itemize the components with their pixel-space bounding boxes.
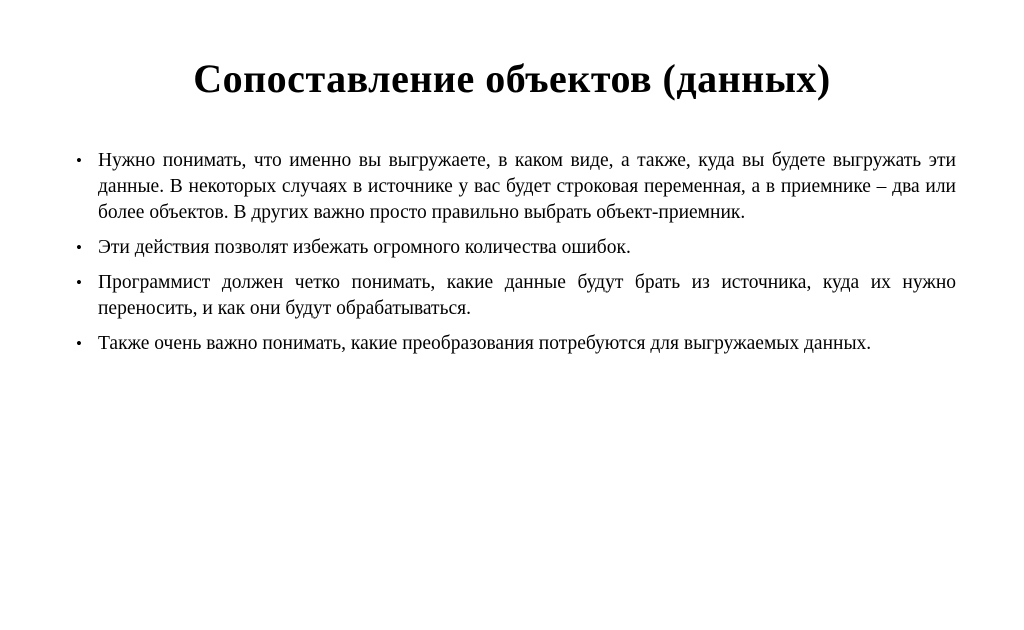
presentation-slide [0,56,1024,630]
bullet-icon: • [76,151,82,170]
slide-title: Сопоставление объектов (данных) [193,56,831,101]
bullet-text: Нужно понимать, что именно вы выгружаете, в каком виде, а также, куда вы будете выгружать эти данные. В некоторых случаях в источнике у вас будет строковая переменная, а в приемнике – два или более объектов. В других важно просто правильно выбрать объект-приемник. [98,150,956,223]
bullet-icon: • [76,273,82,292]
bullet-item [76,148,956,226]
bullet-item [76,235,956,261]
bullet-icon: • [76,334,82,353]
bullet-text: Программист должен четко понимать, какие данные будут брать из источника, куда их нужно переносить, и как они будут обрабатываться. [98,272,956,319]
bullet-text: Эти действия позволят избежать огромного количества ошибок. [98,237,631,258]
bullet-list [0,148,1024,357]
bullet-item [76,270,956,322]
bullet-text: Также очень важно понимать, какие преобразования потребуются для выгружаемых данных. [98,333,872,354]
bullet-icon: • [76,238,82,257]
bullet-item [76,331,956,357]
